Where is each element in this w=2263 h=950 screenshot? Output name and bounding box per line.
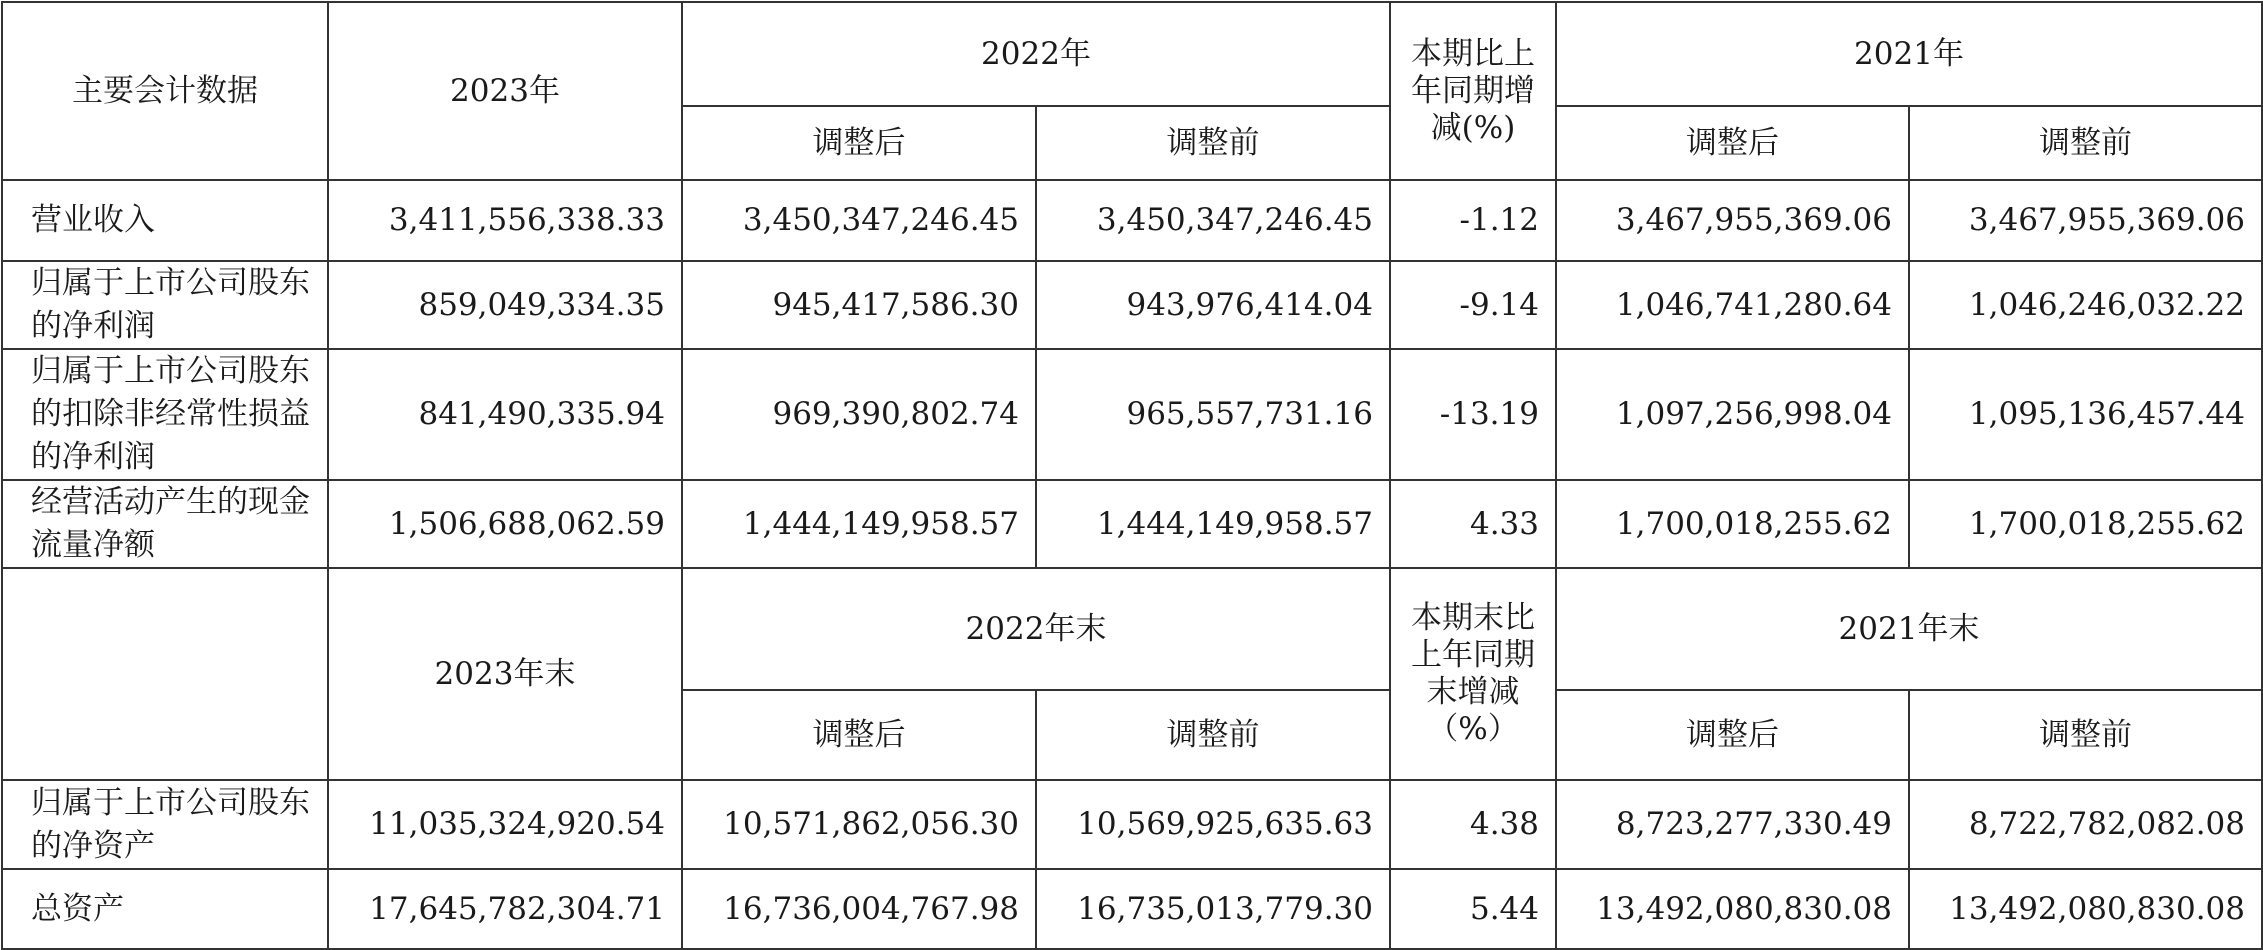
value-yoy-change: -1.12 bbox=[1390, 180, 1556, 261]
key-accounting-data-table bbox=[1, 1, 2263, 950]
header-item-label bbox=[2, 568, 328, 780]
header-yoy-change: 本期末比上年同期末增减（%） bbox=[1390, 568, 1556, 780]
value-2022-adjusted: 969,390,802.74 bbox=[682, 349, 1036, 480]
header-year-2023: 2023年 bbox=[328, 2, 682, 180]
table-row bbox=[2, 349, 2262, 480]
value-2021-before-adjustment: 1,046,246,032.22 bbox=[1909, 261, 2262, 349]
table-row bbox=[2, 869, 2262, 949]
table-header-row bbox=[2, 2, 2262, 106]
header-2022-adjusted: 调整后 bbox=[682, 106, 1036, 180]
header-2021-adjusted: 调整后 bbox=[1556, 690, 1909, 780]
value-yoy-change: -9.14 bbox=[1390, 261, 1556, 349]
value-2021-adjusted: 13,492,080,830.08 bbox=[1556, 869, 1909, 949]
row-label: 归属于上市公司股东的净利润 bbox=[2, 261, 328, 349]
table-header-row bbox=[2, 568, 2262, 690]
header-2022-adjusted: 调整后 bbox=[682, 690, 1036, 780]
value-yoy-change: 4.33 bbox=[1390, 480, 1556, 568]
value-2021-adjusted: 3,467,955,369.06 bbox=[1556, 180, 1909, 261]
header-item-label: 主要会计数据 bbox=[2, 2, 328, 180]
table-row bbox=[2, 480, 2262, 568]
header-year-2021: 2021年 bbox=[1556, 2, 2262, 106]
row-label: 经营活动产生的现金流量净额 bbox=[2, 480, 328, 568]
header-year-2022: 2022年 bbox=[682, 2, 1390, 106]
value-2022-adjusted: 945,417,586.30 bbox=[682, 261, 1036, 349]
value-2023: 841,490,335.94 bbox=[328, 349, 682, 480]
value-2022-adjusted: 1,444,149,958.57 bbox=[682, 480, 1036, 568]
value-2022-adjusted: 10,571,862,056.30 bbox=[682, 780, 1036, 869]
value-2022-before-adjustment: 3,450,347,246.45 bbox=[1036, 180, 1390, 261]
header-yoy-change: 本期比上年同期增减(%) bbox=[1390, 2, 1556, 180]
header-2021-before-adjustment: 调整前 bbox=[1909, 106, 2262, 180]
value-2022-before-adjustment: 16,735,013,779.30 bbox=[1036, 869, 1390, 949]
value-2023: 3,411,556,338.33 bbox=[328, 180, 682, 261]
value-2023: 859,049,334.35 bbox=[328, 261, 682, 349]
value-yoy-change: 4.38 bbox=[1390, 780, 1556, 869]
value-yoy-change: -13.19 bbox=[1390, 349, 1556, 480]
value-yoy-change: 5.44 bbox=[1390, 869, 1556, 949]
row-label: 归属于上市公司股东的净资产 bbox=[2, 780, 328, 869]
value-2021-before-adjustment: 1,095,136,457.44 bbox=[1909, 349, 2262, 480]
row-label: 总资产 bbox=[2, 869, 328, 949]
header-year-end-2021: 2021年末 bbox=[1556, 568, 2262, 690]
value-2021-adjusted: 1,097,256,998.04 bbox=[1556, 349, 1909, 480]
header-2022-before-adjustment: 调整前 bbox=[1036, 106, 1390, 180]
header-year-end-2022: 2022年末 bbox=[682, 568, 1390, 690]
value-2022-before-adjustment: 965,557,731.16 bbox=[1036, 349, 1390, 480]
value-2021-adjusted: 1,046,741,280.64 bbox=[1556, 261, 1909, 349]
table-row bbox=[2, 780, 2262, 869]
value-2023: 1,506,688,062.59 bbox=[328, 480, 682, 568]
value-2022-before-adjustment: 943,976,414.04 bbox=[1036, 261, 1390, 349]
table-row bbox=[2, 180, 2262, 261]
table-row bbox=[2, 261, 2262, 349]
header-2021-adjusted: 调整后 bbox=[1556, 106, 1909, 180]
value-2023: 11,035,324,920.54 bbox=[328, 780, 682, 869]
value-2022-before-adjustment: 1,444,149,958.57 bbox=[1036, 480, 1390, 568]
value-2021-adjusted: 1,700,018,255.62 bbox=[1556, 480, 1909, 568]
row-label: 归属于上市公司股东的扣除非经常性损益的净利润 bbox=[2, 349, 328, 480]
value-2021-before-adjustment: 3,467,955,369.06 bbox=[1909, 180, 2262, 261]
value-2021-before-adjustment: 1,700,018,255.62 bbox=[1909, 480, 2262, 568]
value-2022-adjusted: 16,736,004,767.98 bbox=[682, 869, 1036, 949]
value-2021-adjusted: 8,723,277,330.49 bbox=[1556, 780, 1909, 869]
header-year-end-2023: 2023年末 bbox=[328, 568, 682, 780]
value-2021-before-adjustment: 8,722,782,082.08 bbox=[1909, 780, 2262, 869]
value-2022-adjusted: 3,450,347,246.45 bbox=[682, 180, 1036, 261]
header-2021-before-adjustment: 调整前 bbox=[1909, 690, 2262, 780]
value-2022-before-adjustment: 10,569,925,635.63 bbox=[1036, 780, 1390, 869]
value-2023: 17,645,782,304.71 bbox=[328, 869, 682, 949]
value-2021-before-adjustment: 13,492,080,830.08 bbox=[1909, 869, 2262, 949]
header-2022-before-adjustment: 调整前 bbox=[1036, 690, 1390, 780]
row-label: 营业收入 bbox=[2, 180, 328, 261]
